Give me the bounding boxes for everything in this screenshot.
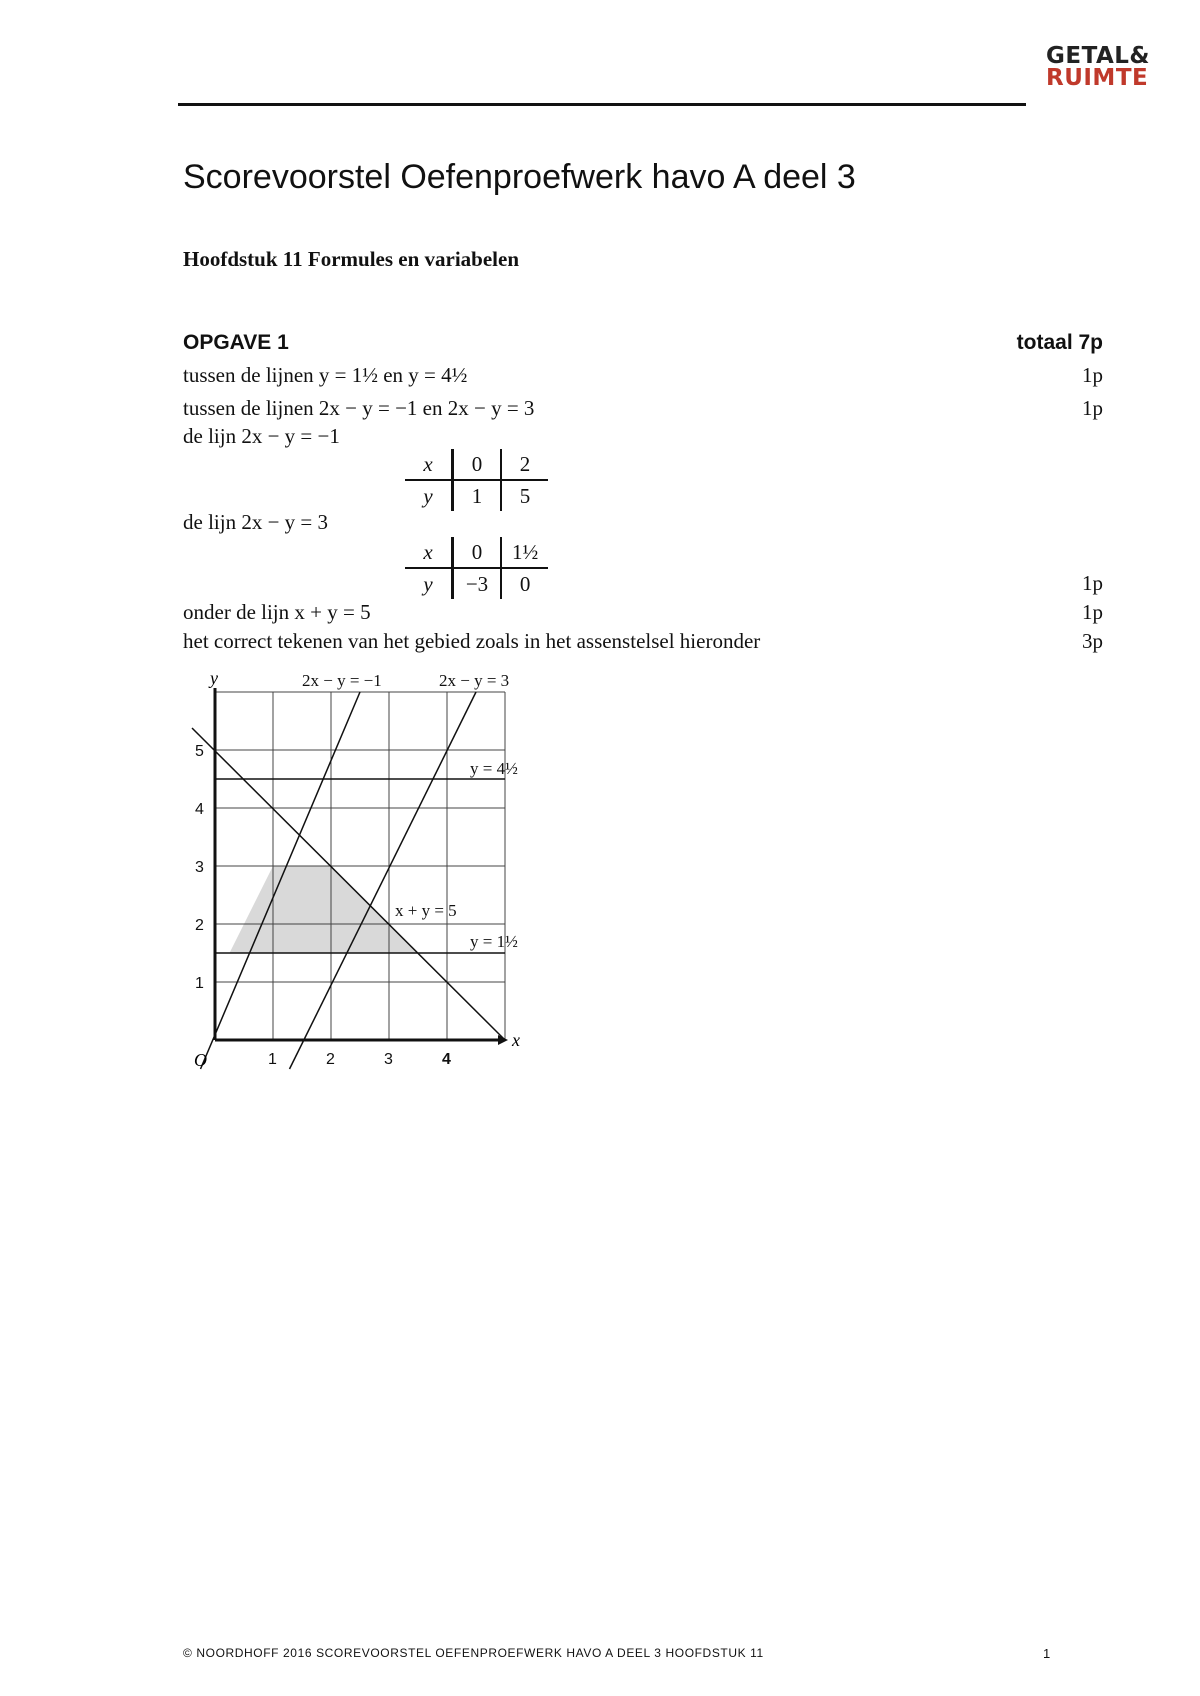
table-cell: 1½ [501, 537, 548, 568]
score-line-points: 1p [1082, 396, 1103, 420]
x-axis-arrow [498, 1035, 508, 1045]
table-header-x: x [405, 537, 453, 568]
label-line-2x-y-minus1: 2x − y = −1 [302, 671, 382, 690]
y-tick-label: 4 [195, 801, 204, 818]
x-tick-label: 4 [442, 1051, 451, 1068]
score-line [183, 424, 1103, 449]
page-number: 1 [1043, 1646, 1051, 1661]
score-line [183, 363, 1103, 388]
label-y-1-5: y = 1½ [470, 932, 518, 951]
score-line-text: onder de lijn x + y = 5 [183, 600, 371, 624]
line-x-plus-y-5 [192, 728, 505, 1040]
score-line [183, 510, 1103, 535]
score-line-text: tussen de lijnen 2x − y = −1 en 2x − y = 3 [183, 396, 535, 420]
label-y-4-5: y = 4½ [470, 759, 518, 778]
table-cell: 0 [453, 537, 502, 568]
label-x-plus-y-5: x + y = 5 [395, 901, 457, 920]
y-tick-label: 2 [195, 917, 204, 934]
score-line-text: tussen de lijnen y = 1½ en y = 4½ [183, 363, 468, 387]
header-rule [178, 103, 1026, 106]
axis-label-y: y [210, 668, 218, 688]
opgave-label: OPGAVE 1 [183, 331, 289, 354]
score-line [183, 396, 1103, 421]
opgave-heading [183, 331, 1103, 355]
y-tick-label: 5 [195, 743, 204, 760]
opgave-total: totaal 7p [1016, 331, 1103, 354]
score-line-points: 1p [1082, 571, 1103, 595]
score-line-text: het correct tekenen van het gebied zoals in het assenstelsel hieronder [183, 629, 761, 653]
table-cell: 1 [453, 480, 502, 511]
table-header-x: x [405, 449, 453, 480]
score-line-points: 1p [1082, 600, 1103, 624]
score-line [183, 629, 1103, 654]
coordinate-graph [180, 668, 540, 1078]
score-line-text: de lijn 2x − y = −1 [183, 424, 340, 448]
table-cell: −3 [453, 568, 502, 599]
score-line-points: 3p [1082, 629, 1103, 653]
label-line-2x-y-3: 2x − y = 3 [439, 671, 510, 690]
table-header-y: y [405, 480, 453, 511]
y-tick-label: 1 [195, 975, 204, 992]
x-tick-label: 1 [268, 1051, 277, 1068]
table-header-y: y [405, 568, 453, 599]
x-tick-label: 3 [384, 1051, 393, 1068]
x-tick-label: 2 [326, 1051, 335, 1068]
grid [215, 692, 505, 1040]
axis-label-x: x [512, 1030, 520, 1050]
score-line-text: de lijn 2x − y = 3 [183, 510, 329, 534]
logo-line-2: RUIMTE [1045, 64, 1149, 91]
chapter-heading: Hoofdstuk 11 Formules en variabelen [183, 247, 520, 271]
table-cell: 2 [501, 449, 548, 480]
score-line [183, 600, 1103, 625]
y-tick-label: 3 [195, 859, 204, 876]
origin-label: O [194, 1050, 207, 1070]
value-table-1 [405, 449, 548, 511]
value-table-2 [405, 537, 548, 599]
table-cell: 5 [519, 483, 531, 508]
page-title: Scorevoorstel Oefenproefwerk havo A deel 3 [183, 158, 856, 196]
footer-text: © NOORDHOFF 2016 SCOREVOORSTEL OEFENPROEFWERK HAVO A DEEL 3 HOOFDSTUK 11 [183, 1646, 764, 1660]
feasible-region [230, 866, 419, 953]
publisher-logo [1045, 43, 1150, 91]
table-cell: 0 [519, 571, 531, 596]
score-line-points: 1p [1082, 363, 1103, 387]
logo-line-1: GETAL& [1045, 43, 1150, 69]
table-cell: 0 [453, 449, 502, 480]
